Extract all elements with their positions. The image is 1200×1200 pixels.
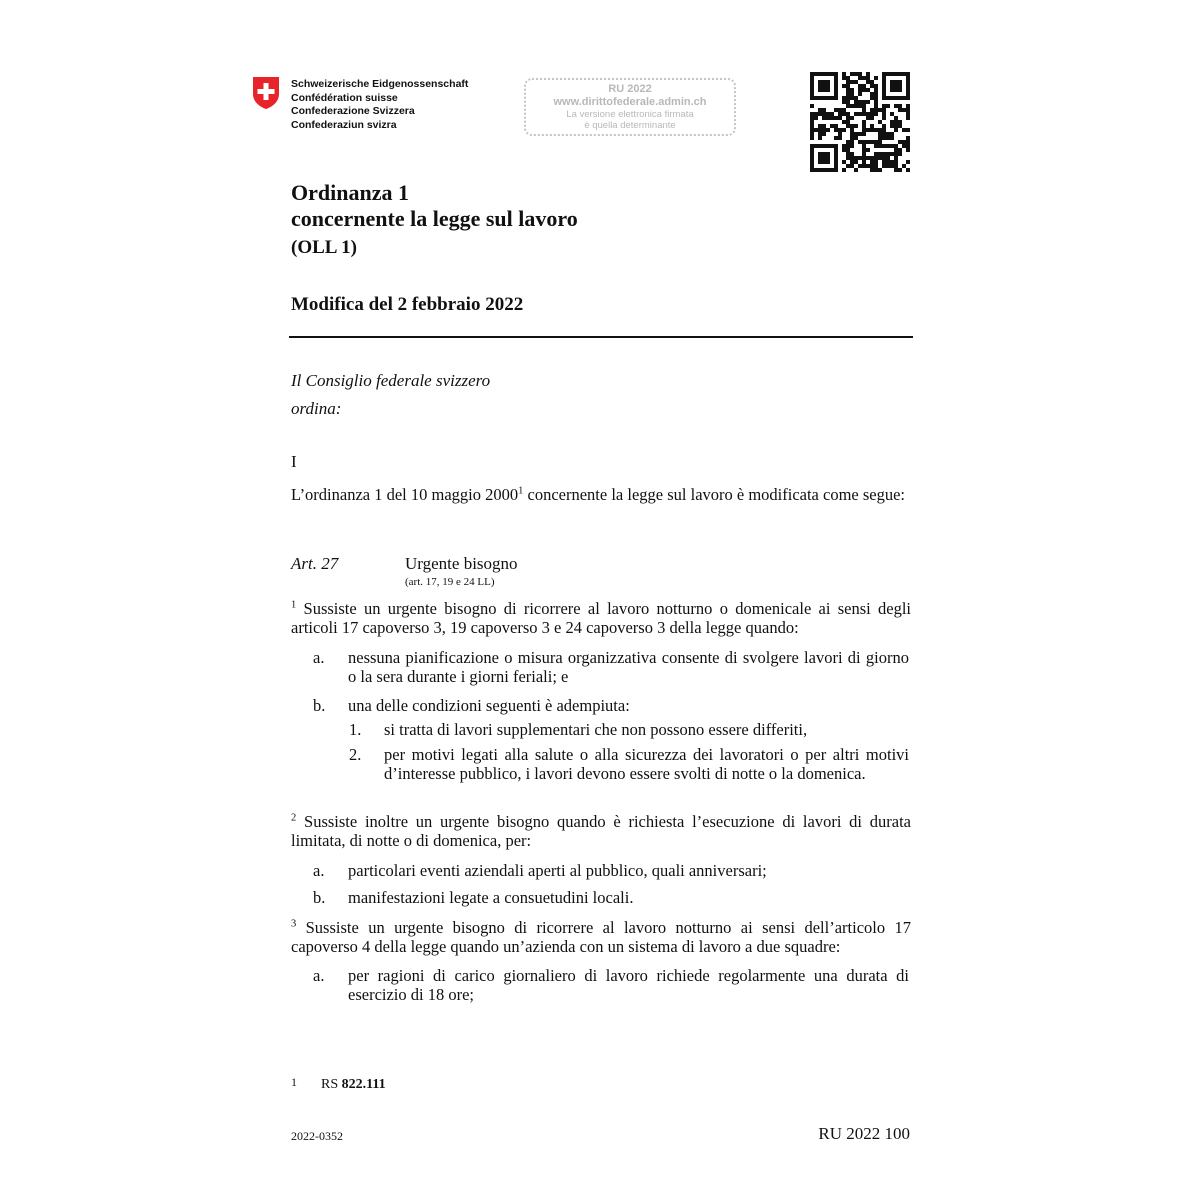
article-label: Art. 27 [291, 554, 339, 573]
paragraph-1 [291, 599, 911, 637]
list-item-text: per ragioni di carico giornaliero di lavoro richiede regolarmente una durata di esercizio di 18 ore; [348, 966, 909, 1004]
stamp-note-1: La versione elettronica firmata [566, 109, 694, 120]
section-intro [291, 485, 911, 504]
footnote [291, 1077, 386, 1093]
sub-list-item-text: per motivi legati alla salute o alla sicurezza dei lavoratori o per altri motivi d’interesse pubblico, i lavori devono essere svolti di notte o la domenica. [384, 745, 909, 783]
list-item-text: una delle condizioni seguenti è adempiuta: [348, 696, 630, 715]
intro-text: L’ordinanza 1 del 10 maggio 2000 [291, 485, 519, 504]
paragraph-text: Sussiste un urgente bisogno di ricorrere al lavoro notturno o domenicale ai sensi degli articoli 17 capoverso 3, 19 capoverso 3 e 24 capoverso 3 della legge quando: [291, 599, 911, 637]
footnote-ref[interactable]: 1 [518, 485, 524, 497]
footnote-number: 1 [291, 1075, 297, 1089]
article-title: Urgente bisogno [405, 554, 518, 573]
swiss-cross-icon [252, 76, 280, 110]
list-item-label: a. [313, 861, 325, 880]
list-item-label: b. [313, 696, 326, 715]
list-item-text: manifestazioni legate a consuetudini locali. [348, 888, 634, 907]
list-item-label: b. [313, 888, 326, 907]
confederation-name-fr: Confédération suisse [291, 91, 398, 104]
stamp-collection: RU 2022 [608, 83, 652, 95]
qr-code-icon [810, 72, 910, 172]
list-item-text: nessuna pianificazione o misura organizzativa consente di svolgere lavori di giorno o la sera durante i giorni feriali; e [348, 648, 909, 686]
paragraph-number: 2 [291, 812, 297, 824]
paragraph-3 [291, 918, 911, 956]
list-item-label: a. [313, 648, 325, 667]
sub-list-item-label: 2. [349, 745, 362, 764]
title-divider [289, 336, 913, 338]
stamp-website: www.dirittofederale.admin.ch [553, 96, 707, 108]
paragraph-text: Sussiste un urgente bisogno di ricorrere al lavoro notturno ai sensi dell’articolo 17 capoverso 4 della legge quando un’azienda con un sistema di lavoro a due squadre: [291, 918, 911, 956]
preamble-authority: Il Consiglio federale svizzero [291, 371, 491, 390]
list-item-label: a. [313, 966, 325, 985]
confederation-name-rm: Confederaziun svizra [291, 118, 397, 131]
amendment-date: Modifica del 2 febbraio 2022 [291, 294, 524, 315]
confederation-name-it: Confederazione Svizzera [291, 105, 415, 117]
title-line-1: Ordinanza 1 [291, 180, 409, 205]
article-reference: (art. 17, 19 e 24 LL) [405, 576, 495, 588]
paragraph-number: 1 [291, 599, 297, 611]
preamble-decree: ordina: [291, 399, 342, 418]
paragraph-2 [291, 812, 911, 850]
document-number: 2022-0352 [291, 1129, 343, 1143]
footnote-prefix: RS [321, 1077, 339, 1092]
sub-list-item-text: si tratta di lavori supplementari che non possono essere differiti, [384, 720, 808, 739]
sub-list-item-label: 1. [349, 720, 362, 739]
preamble [291, 367, 490, 423]
footnote-reference: 822.111 [341, 1077, 386, 1092]
document-title [291, 180, 578, 232]
section-number: I [291, 452, 297, 471]
title-line-2: concernente la legge sul lavoro [291, 206, 578, 231]
page-reference: RU 2022 100 [818, 1124, 910, 1143]
list-item-text: particolari eventi aziendali aperti al pubblico, quali anniversari; [348, 861, 767, 880]
paragraph-text: Sussiste inoltre un urgente bisogno quando è richiesta l’esecuzione di lavori di durata limitata, di notte o di domenica, per: [291, 812, 911, 850]
title-abbreviation: (OLL 1) [291, 237, 357, 258]
confederation-name-de: Schweizerische Eidgenossenschaft [291, 78, 469, 90]
paragraph-number: 3 [291, 918, 297, 930]
confederation-names [291, 78, 468, 132]
stamp-note-2: è quella determinante [584, 120, 676, 131]
intro-text-rest: concernente la legge sul lavoro è modificata come segue: [523, 485, 906, 504]
electronic-version-stamp [524, 78, 736, 136]
